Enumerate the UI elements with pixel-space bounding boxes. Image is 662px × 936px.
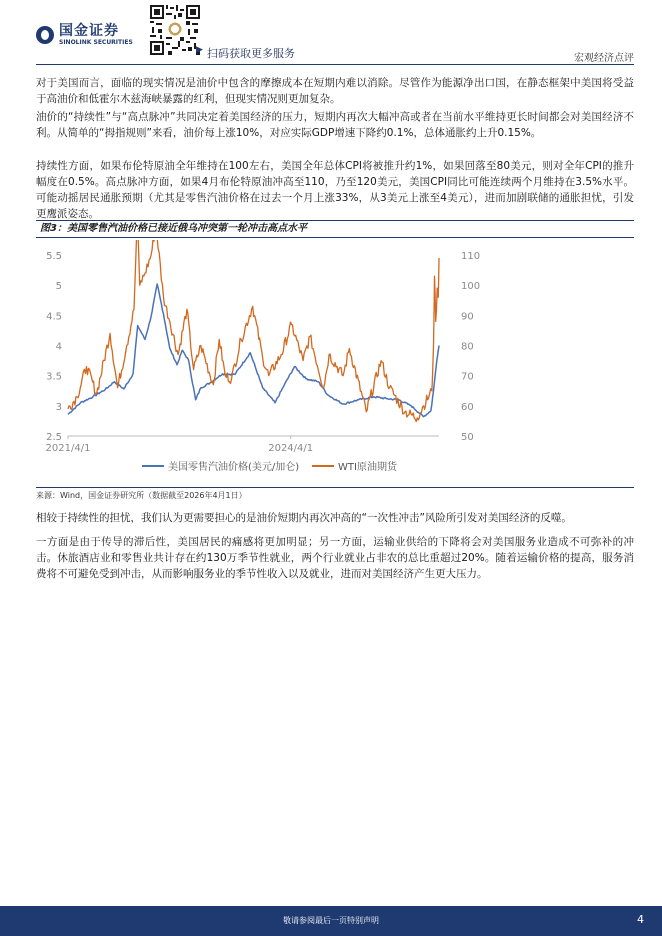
y-right-tick-label: 50 [461,432,474,443]
y-left-tick-label: 3.5 [46,371,62,383]
company-logo [36,24,133,46]
y-right-tick-label: 70 [461,371,474,383]
logo-name-cn: 国金证券 [59,23,119,39]
x-tick-label: 2021/4/1 [45,443,91,454]
y-left-tick-label: 5.5 [46,251,62,262]
page-number: 4 [637,913,644,926]
paragraph-5: 一方面是由于传导的滞后性，美国居民的痛感将更加明显；另一方面，运输业供给的下降将会对美国服务业造成不可弥补的冲击。休旅酒店业和零售业共计存在约130万季节性就业，两个行业就业占非农的总比重超过20%。随着运输价格的提高，服务消费将不可避免受到冲击，从而影响服务业的季节性收入以及就业，进而对美国经济产生更大压力。 [36,536,634,580]
legend-label-gasoline: 美国零售汽油价格(美元/加仑) [168,462,300,473]
chart-legend [142,460,398,473]
qr-caption[interactable]: 扫码获取更多服务 [207,47,295,60]
figure-title-text: 图3：美国零售汽油价格已接近俄乌冲突第一轮冲击高点水平 [40,223,307,234]
y-right-tick-label: 110 [461,251,481,262]
logo-name-en: SINOLINK SECURITIES [59,39,133,46]
y-left-tick-label: 4 [55,341,62,353]
figure-title [36,220,634,238]
header-divider [36,64,634,65]
y-right-tick-label: 100 [461,281,481,293]
y-right-tick-label: 80 [461,341,474,353]
gasoline-oil-chart [36,240,634,480]
x-tick-label: 2024/4/1 [268,443,314,454]
arrow-right-icon: ▶ [196,45,203,55]
source-divider [36,487,634,488]
y-left-tick-label: 2.5 [46,432,62,443]
y-left-tick-label: 3 [55,401,62,413]
footer-disclaimer[interactable]: 敬请参阅最后一页特别声明 [283,916,379,925]
qr-code-icon[interactable] [150,5,200,55]
y-left-tick-label: 4.5 [46,311,62,323]
paragraph-3: 持续性方面，如果布伦特原油全年维持在100左右，美国全年总体CPI将被推升约1%，如果回落至80美元，则对全年CPI的推升幅度在0.5%。高点脉冲方面，如果4月布伦特原油冲高至110，乃至120美元，美国CPI同比可能连续两个月维持在3.5%水平。可能动摇居民通胀预期（尤其是零售汽油价格在过去一个月上涨33%，从3美元上涨至4美元），进而加剧联储的通胀担忧，引发更鹰派姿态。 [36,160,634,220]
series-line-wti [68,240,439,422]
paragraph-1: 对于美国而言，面临的现实情况是油价中包含的摩擦成本在短期内难以消除。尽管作为能源净出口国，在静态框架中美国将受益于高油价和低霍尔木兹海峡暴露的红利，但现实情况则更加复杂。 [36,77,634,105]
logo-mark-icon [36,26,54,44]
page-header [0,0,662,66]
y-right-tick-label: 60 [461,401,474,413]
report-section-tag: 宏观经济点评 [574,53,634,64]
paragraph-2: 油价的“持续性”与“高点脉冲”共同决定着美国经济的压力，短期内再次大幅冲高或者在当前水平维持更长时间都会对美国经济不利。从简单的“拇指规则”来看，油价每上涨10%，对应实际GDP增速下降约0.1%，总体通胀约上升0.15%。 [36,111,634,139]
figure-source: 来源：Wind，国金证券研究所（数据截至2026年4月1日） [36,491,247,500]
y-right-tick-label: 90 [461,311,474,323]
y-left-tick-label: 5 [55,281,62,293]
paragraph-4: 相较于持续性的担忧，我们认为更需要担心的是油价短期内再次冲高的“一次性冲击”风险所引发对美国经济的反噬。 [36,512,572,524]
legend-label-wti: WTI原油期货 [338,462,397,473]
series-line-gasoline [68,284,439,417]
